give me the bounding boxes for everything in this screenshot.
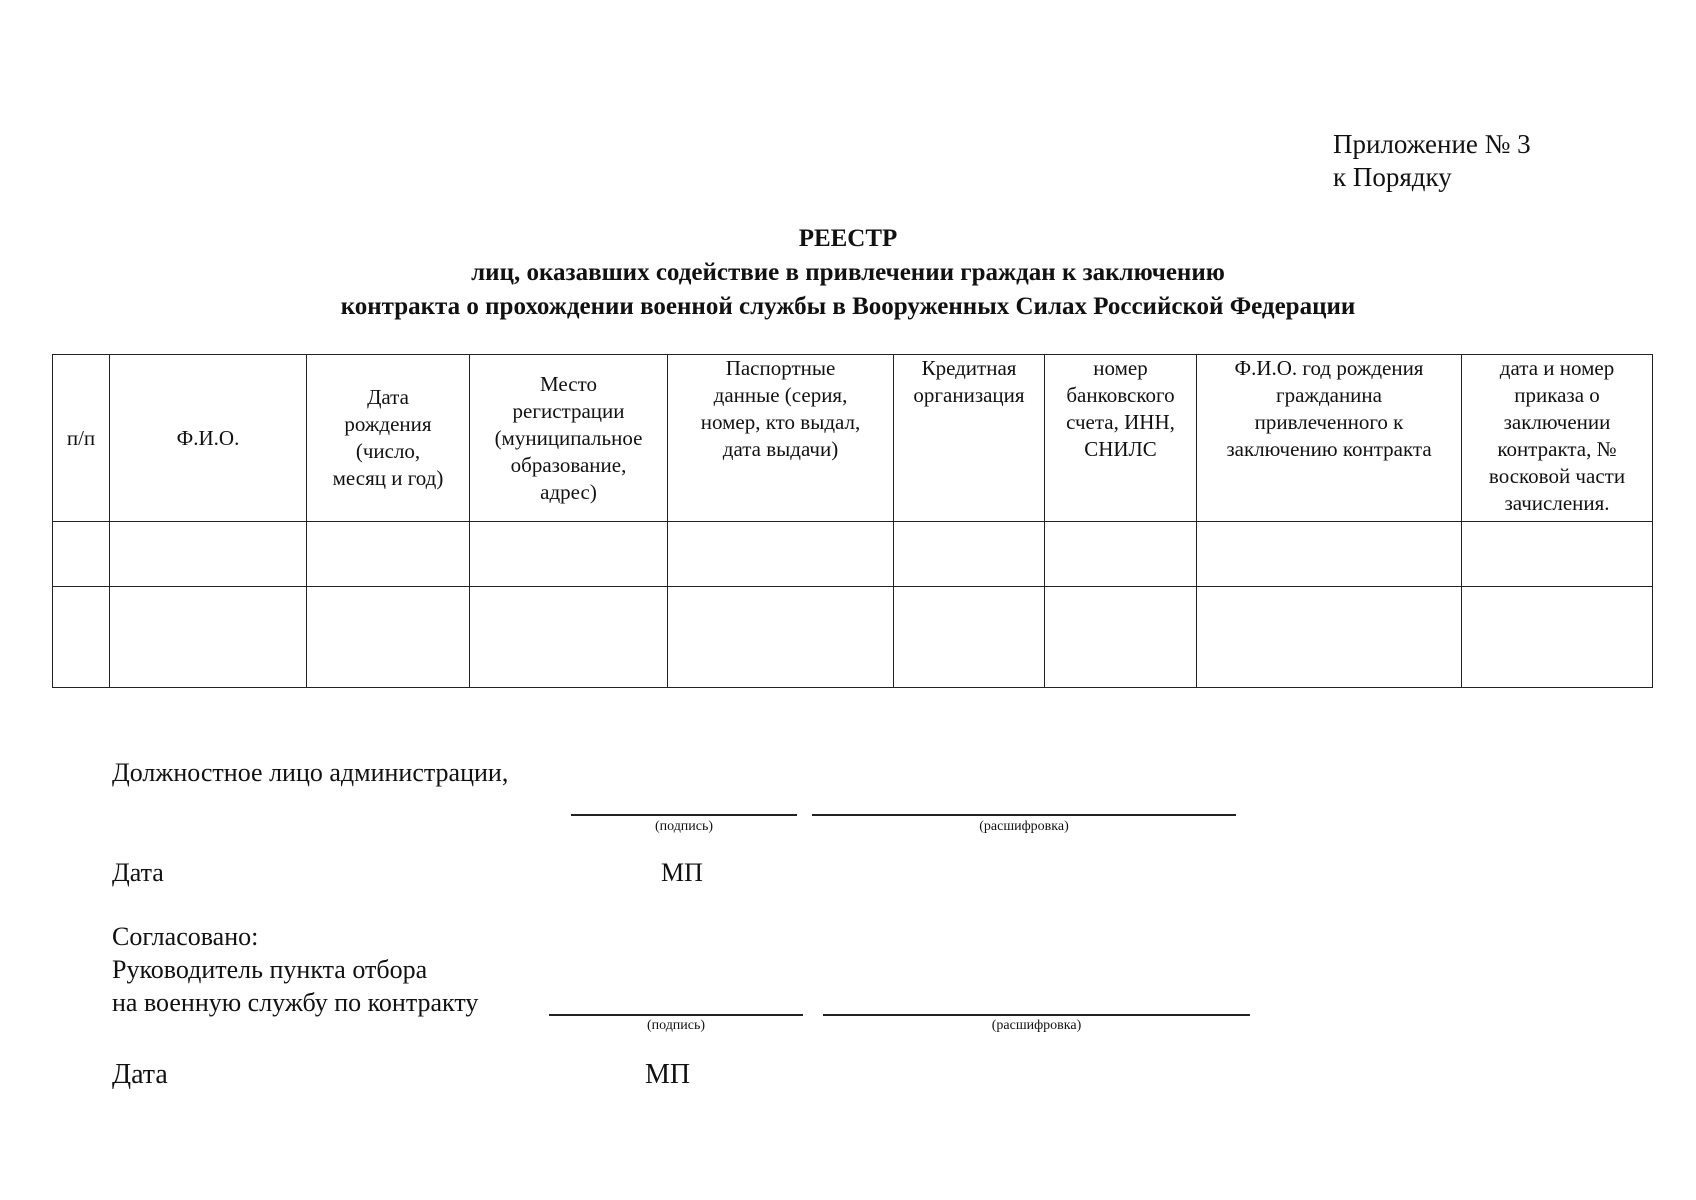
column-header-line: заключении: [1503, 410, 1611, 434]
column-header-line: заключению контракта: [1226, 437, 1432, 461]
column-header-full-name: [110, 355, 307, 522]
column-header-line: месяц и год): [332, 466, 444, 490]
column-header-line: восковой части: [1488, 464, 1626, 488]
column-header-line: образование,: [510, 452, 627, 477]
date-label: Дата: [112, 1059, 168, 1090]
column-header-line: номер: [1093, 356, 1148, 380]
date-label: Дата: [112, 858, 164, 887]
table-cell: [1197, 522, 1462, 587]
approval-heading: Согласовано:: [112, 922, 259, 951]
approval-position-line2: на военную службу по контракту: [112, 988, 479, 1017]
stamp-label: МП: [661, 858, 703, 887]
approval-position-line1: Руководитель пункта отбора: [112, 955, 428, 984]
name-decode-line: [812, 814, 1236, 816]
column-header-line: привлеченного к: [1254, 410, 1404, 434]
column-header-line: гражданина: [1276, 383, 1382, 407]
column-header-line: дата выдачи): [722, 437, 839, 461]
column-header-line: СНИЛС: [1084, 437, 1157, 461]
table-cell: [1045, 587, 1197, 688]
title-subheading-line1: лиц, оказавших содействие в привлечении граждан к заключению: [471, 259, 1225, 286]
column-header-line: (число,: [355, 439, 421, 463]
table-cell: [1462, 522, 1653, 587]
column-header-line: Место: [540, 371, 597, 396]
table-cell: [1462, 587, 1653, 688]
column-header-line: рождения: [344, 412, 432, 436]
column-header-bank: [894, 355, 1045, 522]
table-cell: [894, 587, 1045, 688]
signature-caption: (подпись): [646, 1018, 706, 1033]
table-cell: [470, 522, 668, 587]
table-cell: [894, 522, 1045, 587]
column-header-line: (муниципальное: [494, 425, 643, 450]
table-row: [53, 522, 1653, 587]
column-header-citizen: [1197, 355, 1462, 522]
table-header-row: [53, 355, 1653, 522]
table-cell: [307, 522, 470, 587]
table-cell: [307, 587, 470, 688]
column-header-line: номер, кто выдал,: [700, 410, 861, 434]
column-header-line: Ф.И.О. год рождения: [1234, 356, 1424, 380]
column-header-line: зачисления.: [1504, 491, 1610, 515]
column-header-line: Паспортные: [725, 356, 836, 380]
column-header-line: контракта, №: [1497, 437, 1617, 461]
table-cell: [668, 587, 894, 688]
name-decode-caption: (расшифровка): [979, 819, 1069, 834]
signature-line: [571, 814, 797, 816]
column-header-line: дата и номер: [1499, 356, 1615, 380]
signature-caption: (подпись): [654, 819, 714, 834]
title-heading: РЕЕСТР: [798, 225, 898, 252]
approval-label: [112, 920, 478, 1019]
signature-line: [549, 1014, 803, 1016]
table-cell: [110, 522, 307, 587]
registry-table: [52, 354, 1653, 688]
name-decode-line: [823, 1014, 1250, 1016]
column-header-order: [1462, 355, 1653, 522]
column-header-birth-date: [307, 355, 470, 522]
table-cell: [470, 587, 668, 688]
table-cell: [668, 522, 894, 587]
document-title: [0, 222, 1696, 324]
column-header-line: данные (серия,: [713, 383, 848, 407]
appendix-note: [1333, 128, 1531, 194]
column-header-number: [53, 355, 110, 522]
column-header-line: банковского: [1066, 383, 1175, 407]
appendix-number: Приложение № 3: [1333, 129, 1531, 159]
table-cell: [110, 587, 307, 688]
name-decode-caption: (расшифровка): [991, 1018, 1082, 1033]
column-header-line: организация: [913, 383, 1025, 407]
column-header-registration: [470, 355, 668, 522]
table-row: [53, 587, 1653, 688]
table-cell: [1197, 587, 1462, 688]
appendix-reference: к Порядку: [1333, 162, 1452, 192]
column-header-line: счета, ИНН,: [1066, 410, 1175, 434]
column-header-line: Ф.И.О.: [176, 425, 240, 450]
official-label: Должностное лицо администрации,: [112, 758, 509, 787]
stamp-label: МП: [645, 1059, 691, 1090]
column-header-line: адрес): [540, 479, 597, 504]
table-cell: [53, 522, 110, 587]
column-header-line: приказа о: [1514, 383, 1600, 407]
column-header-line: Кредитная: [921, 356, 1017, 380]
column-header-passport: [668, 355, 894, 522]
title-subheading-line2: контракта о прохождении военной службы в Вооруженных Силах Российской Федерации: [340, 293, 1356, 320]
column-header-line: Дата: [367, 385, 409, 409]
table-cell: [53, 587, 110, 688]
column-header-line: п/п: [66, 425, 96, 450]
column-header-account: [1045, 355, 1197, 522]
column-header-line: регистрации: [512, 398, 625, 423]
table-cell: [1045, 522, 1197, 587]
